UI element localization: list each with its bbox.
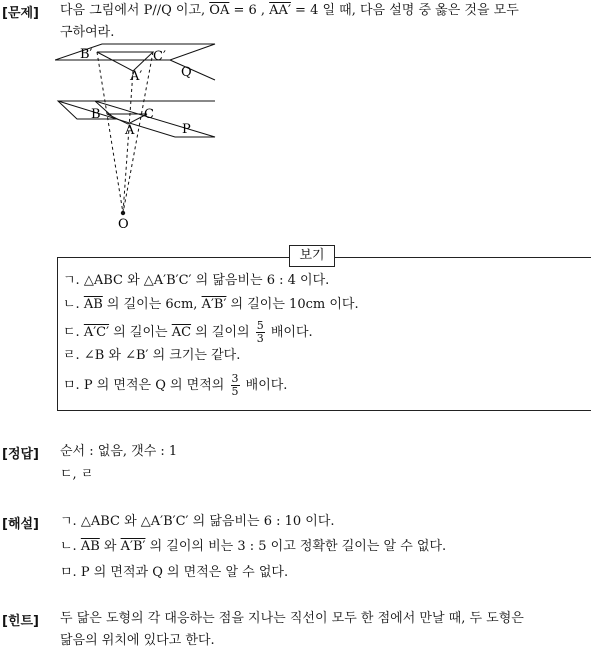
label-c2: C′ xyxy=(153,49,166,64)
label-o: O xyxy=(118,217,129,232)
answer-tag: [정답] xyxy=(2,447,39,462)
bogi-item-4: ㄹ. ∠B 와 ∠B′ 의 크기는 같다. xyxy=(63,348,241,363)
bogi-item-2: ㄴ. $\overline{AB}$ 의 길이는 6cm, A′B′ 의 길이는 10cm 이다. xyxy=(63,297,359,312)
plane-q-edge xyxy=(170,60,215,80)
triangle-a2b2c2 xyxy=(97,52,153,71)
fraction-5-3: $\frac{5}{3}$ xyxy=(256,319,264,345)
bogi-item-1: ㄱ. △ABC 와 △A′B′C′ 의 닮음비는 6 : 4 이다. xyxy=(63,273,330,288)
label-p: P xyxy=(182,122,191,137)
problem-line-1: 다음 그림에서 P//Q 이고, $\overline{OA} = 6$ , AA′ = 4 일 때, 다음 설명 중 옳은 것을 모두 xyxy=(60,3,519,18)
hint-line-2: 닮음의 위치에 있다고 한다. xyxy=(60,633,215,648)
explanation-line-3: ㅁ. P 의 면적과 Q 의 면적은 알 수 없다. xyxy=(60,565,289,580)
problem-line-2: 구하여라. xyxy=(60,25,115,40)
dashed-line-a xyxy=(123,71,133,213)
geometry-figure xyxy=(55,40,225,235)
label-q: Q xyxy=(181,65,192,80)
dashed-line-b xyxy=(97,52,123,213)
hint-line-1: 두 닮은 도형의 각 대응하는 점을 지나는 직선이 모두 한 점에서 만날 때, 두 도형은 xyxy=(60,611,524,626)
point-o xyxy=(121,211,125,215)
explanation-tag: [해설] xyxy=(2,517,39,532)
fraction-3-5: $\frac{3}{5}$ xyxy=(231,372,239,398)
bogi-title: 보기 xyxy=(289,245,335,267)
bogi-item-5: ㅁ. P 의 면적은 Q 의 면적의 $\frac{3}{5}$ 배이다. xyxy=(63,372,288,398)
answer-line-1: 순서 : 없음, 갯수 : 1 xyxy=(60,444,178,459)
hint-tag: [힌트] xyxy=(2,614,39,629)
explanation-line-2: ㄴ. $\overline{AB}$ 와 A′B′ 의 길이의 비는 3 : 5 이고 정확한 길이는 알 수 없다. xyxy=(60,539,447,554)
label-a2: A′ xyxy=(130,69,143,84)
label-c: C xyxy=(144,107,154,122)
problem-tag: [문제] xyxy=(2,6,39,21)
label-a: A xyxy=(125,123,135,138)
answer-line-2: ㄷ, ㄹ xyxy=(60,467,94,482)
bogi-item-3: ㄷ. A′C′ 의 길이는 $\overline{AC}$ 의 길이의 $\frac{5}{3}$ 배이다. xyxy=(63,319,313,345)
label-b2: B′ xyxy=(80,47,93,62)
label-b: B xyxy=(91,107,101,122)
explanation-line-1: ㄱ. △ABC 와 △A′B′C′ 의 닮음비는 6 : 10 이다. xyxy=(60,514,335,529)
